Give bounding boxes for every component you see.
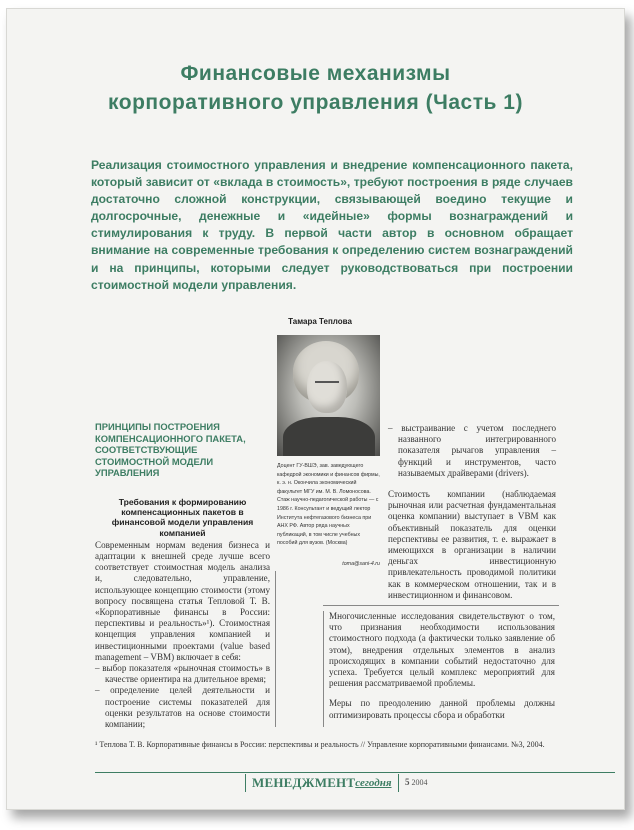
article-lead: Реализация стоимостного управления и внедрение компенсационного пакета, который зависит от «вклада в стоимость», требуют построения в ряде случаев достаточно сложной конструкции, связывающей воедино текущие и долгосрочные, денежные и «идейные» формы вознаграждений и стимулирования к труду. В первой части автор в основном обращает внимание на современные требования к определению систем вознаграждений и на принципы, которыми следует руководствоваться при построении стоимостной модели управления. (91, 158, 573, 292)
footer-rule (95, 772, 615, 773)
sub-heading: Требования к формированию компенсационных пакетов в финансовой модели управления компанией (111, 496, 254, 538)
article-title-line-1: Финансовые механизмы (180, 62, 451, 85)
left-list (95, 663, 270, 730)
magazine-logo (245, 774, 399, 792)
left-column-text (95, 540, 270, 730)
article-title (7, 59, 624, 117)
author-bio (277, 462, 380, 569)
footnote: ¹ Теплова Т. В. Корпоративные финансы в России: перспективы и реальность // Управление корпоративными финансами. №3, 2004. (95, 740, 545, 749)
left-column (95, 421, 270, 730)
right-list (388, 423, 556, 479)
wide-paragraph-2: Меры по преодолению данной проблемы должны оптимизировать процессы сбора и обработки (329, 698, 555, 720)
author-name: Тамара Теплова (288, 317, 352, 326)
issue-info (405, 777, 428, 787)
right-column (388, 423, 556, 609)
column-divider-right (323, 611, 324, 727)
left-paragraph: Современным нормам ведения бизнеса и адаптации к внешней среде лучше всего соответствует стоимостная модель анализа и, следовательно, управление, использующее концепцию стоимости (этому вопросу посвящена статья Тепловой Т. В. «Корпоративные финансы в России: перспективы и реальность»¹). Стоимостная концепция управления компанией и инвестиционными проектами (value based management – VBM) включает в себя: (95, 539, 270, 662)
magazine-name-part-1: МЕНЕДЖМЕНТ (252, 775, 356, 790)
article-title-line-2: корпоративного управления (Часть 1) (108, 91, 523, 114)
list-item: – выстраивание с учетом последнего названного интегрированного показателя рычагов управления – функций и инструментов, часто называемых драйверами (drivers). (388, 423, 556, 478)
list-item: – определение целей деятельности и построение системы показателей для оценки результатов на основе стоимости компании; (95, 685, 270, 730)
magazine-name-part-2: сегодня (355, 777, 392, 789)
column-divider-horizontal (323, 605, 559, 606)
list-item: – выбор показателя «рыночная стоимость» в качестве ориентира на длительное время; (95, 663, 270, 685)
author-email: toma@sani-4.ru (342, 560, 380, 567)
issue-year: 2004 (411, 778, 428, 787)
magazine-page (6, 8, 625, 810)
wide-paragraph-1: Многочисленные исследования свидетельствуют о том, что признания необходимости использования стоимостного подхода (а фактически только заявление об этом), внедрения отдельных элементов в анализ происходящих в компании событий недостаточно для успеха. Требуется целый комплекс мероприятий для решения рассматриваемой проблемы. (329, 611, 555, 689)
author-photo (277, 335, 380, 456)
section-heading: ПРИНЦИПЫ ПОСТРОЕНИЯ КОМПЕНСАЦИОННОГО ПАКЕТА, СООТВЕТСТВУЮЩИЕ СТОИМОСТНОЙ МОДЕЛИ УПРАВЛЕНИЯ (95, 421, 246, 479)
bottom-right-column (329, 611, 555, 730)
right-paragraph: Стоимость компании (наблюдаемая рыночная или расчетная фундаментальная оценка компании) выступает в VBM как объективный показатель для оценки перспективы ее развития, т. е. выражает в имеющихся в организации в наличии деньгах инвестиционную привлекательность проводимой политики как в коммерческом отношении, так и в инвестиционном и финансовом. (388, 489, 556, 600)
column-divider-left (275, 571, 276, 727)
issue-number: 5 (405, 777, 410, 787)
author-bio-text: Доцент ГУ-ВШЭ, зав. заведующего кафедрой экономики и финансов фирмы, к. э. н. Окончила экономический факультет МГУ им. М. В. Ломоносова. Стаж научно-педагогической работы — с 1986 г. Консультант и ведущий лектор Института нефтегазового бизнеса при АНХ РФ. Автор ряда научных публикаций, в том числе учебных пособий для вузов. (Москва) (277, 463, 380, 547)
